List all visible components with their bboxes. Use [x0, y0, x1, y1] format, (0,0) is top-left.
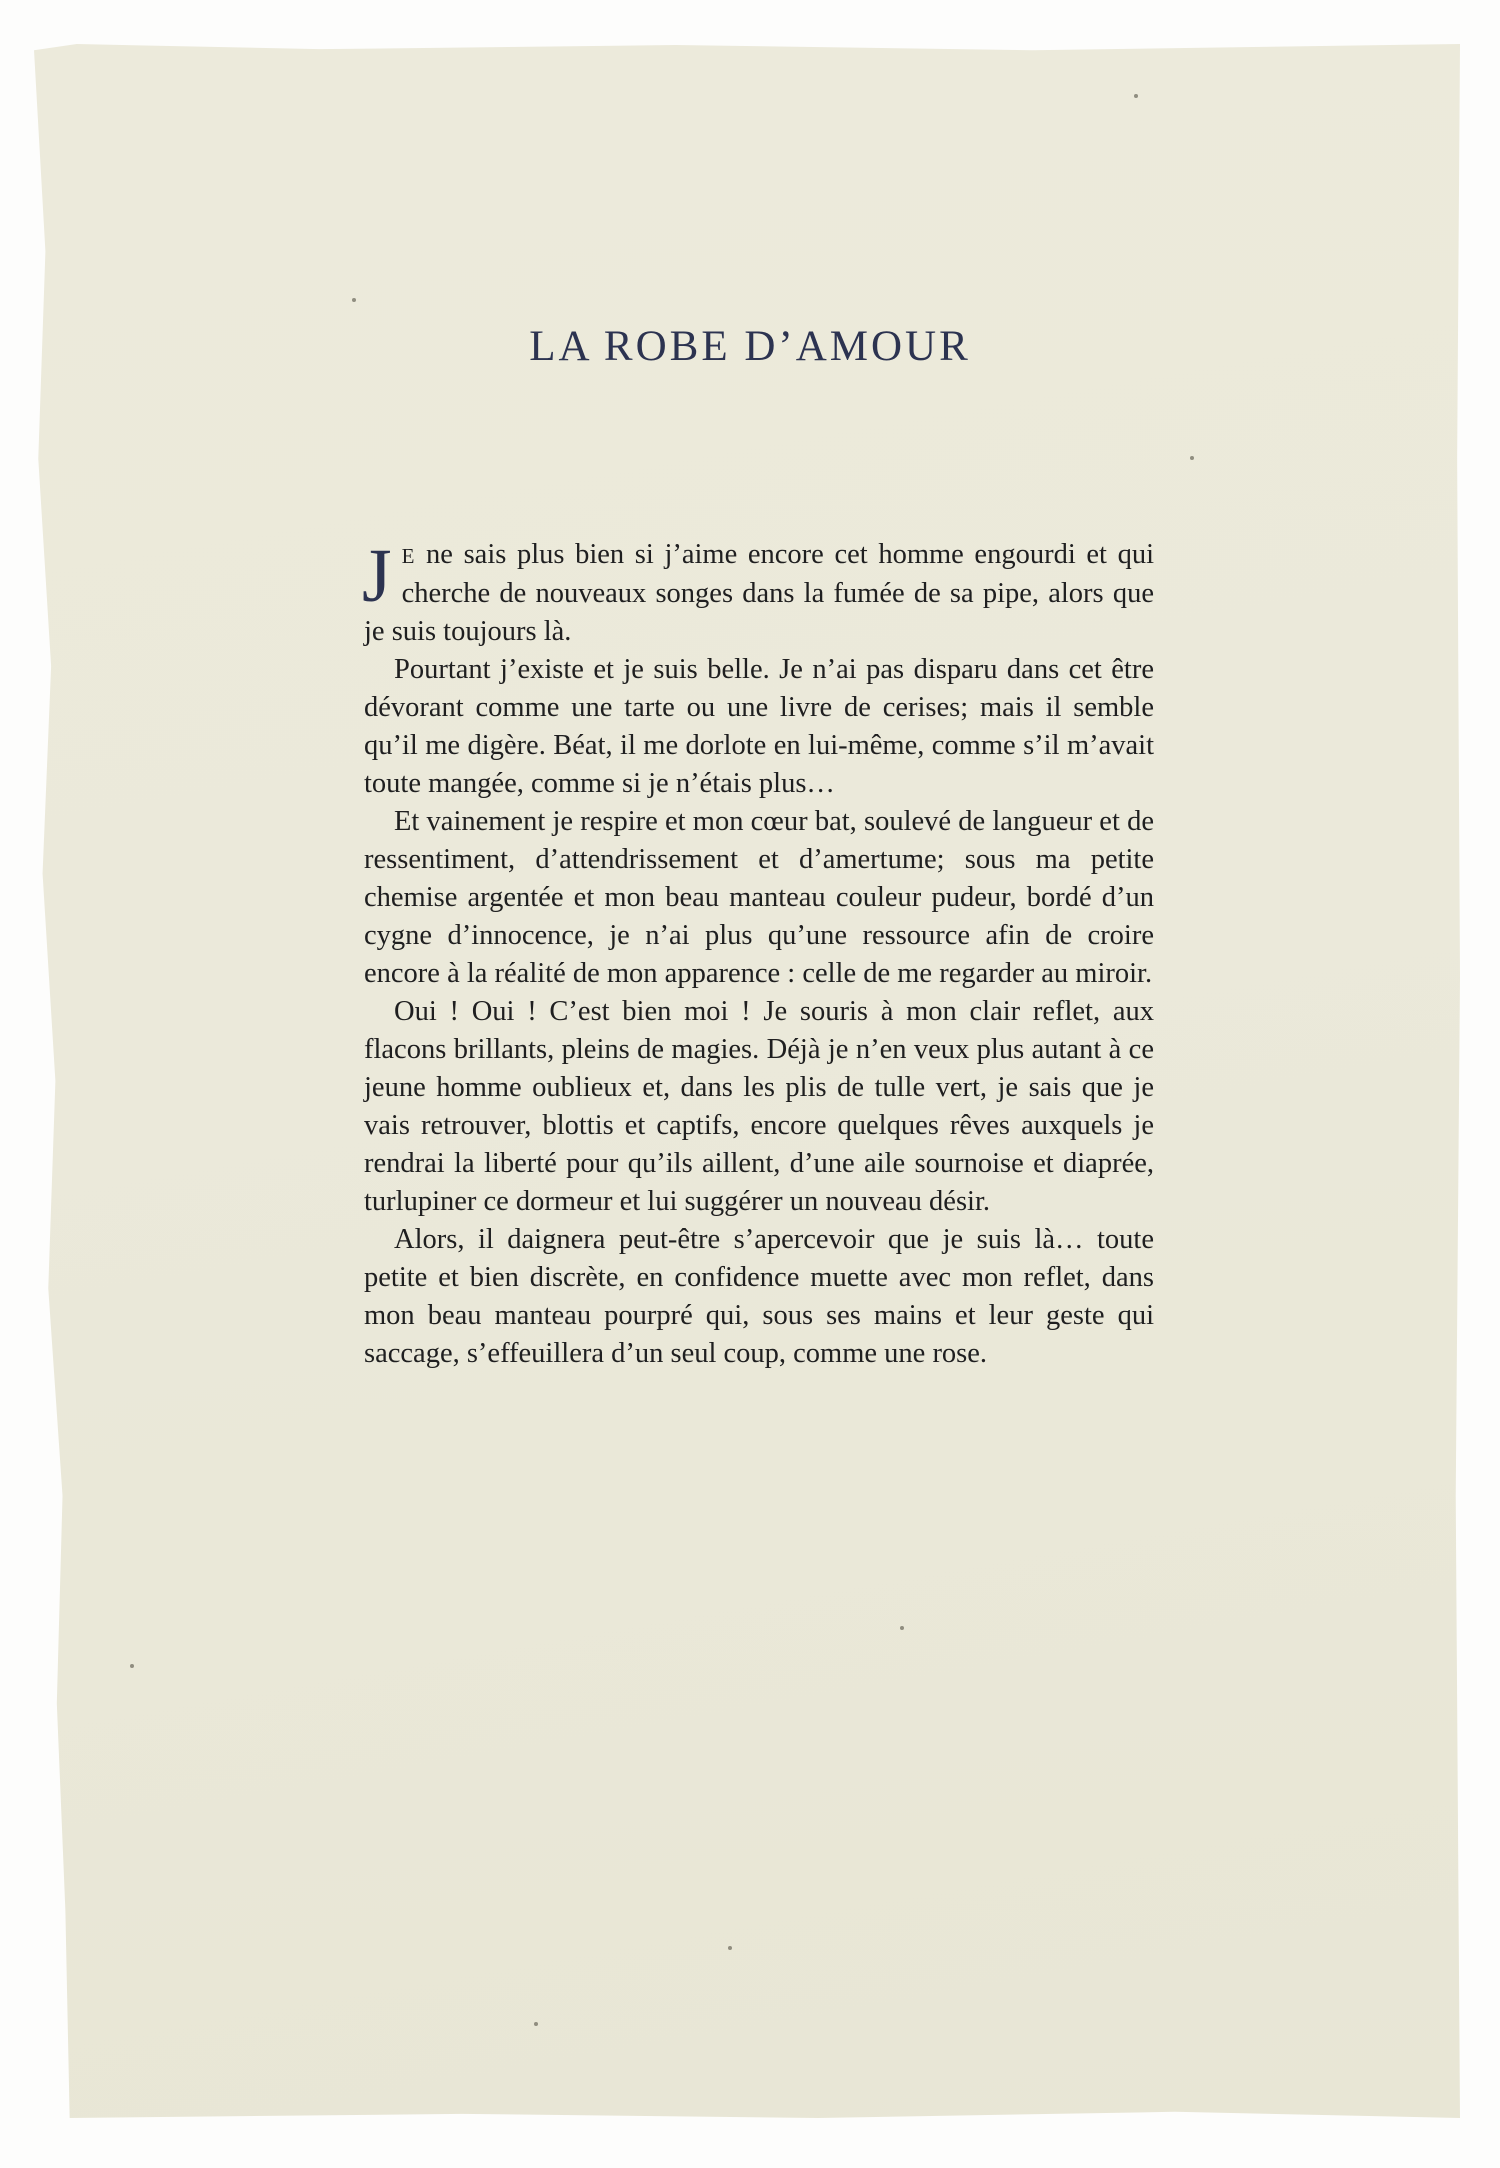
body-text: [364, 536, 1154, 1373]
paper-speck: [352, 298, 356, 302]
paper-speck: [900, 1626, 904, 1630]
paper-speck: [728, 1946, 732, 1950]
paper-speck: [534, 2022, 538, 2026]
paragraph: Pourtant j’existe et je suis belle. Je n’ai pas disparu dans cet être dévorant comme une tarte ou une livre de cerises; mais il semble qu’il me digère. Béat, il me dorlote en lui-même, comme s’il m’avait toute mangée, comme si je n’étais plus…: [364, 654, 1154, 799]
paper-speck: [1134, 94, 1138, 98]
paragraph: [364, 536, 1154, 651]
paragraph: Et vainement je respire et mon cœur bat, soulevé de langueur et de ressentiment, d’attendrissement et d’amertume; sous ma petite chemise argentée et mon beau manteau couleur pudeur, bordé d’un cygne d’innocence, je n’ai plus qu’une ressource afin de croire encore à la réalité de mon apparence : celle de me regarder au miroir.: [364, 806, 1154, 989]
paper-speck: [130, 1664, 134, 1668]
paper-speck: [1190, 456, 1194, 460]
paragraph: Oui ! Oui ! C’est bien moi ! Je souris à mon clair reflet, aux flacons brillants, pleins de magies. Déjà je n’en veux plus autant à ce jeune homme oublieux et, dans les plis de tulle vert, je sais que je vais retrouver, blottis et captifs, encore quelques rêves auxquels je rendrai la liberté pour qu’ils aillent, d’une aile sournoise et diaprée, turlupiner ce dormeur et lui suggérer un nouveau désir.: [364, 996, 1154, 1217]
lead-small-caps: E: [401, 544, 416, 568]
page-title: LA ROBE D’AMOUR: [529, 323, 971, 370]
paragraph: Alors, il daignera peut-être s’apercevoir que je suis là… toute petite et bien discrète, en confidence muette avec mon reflet, dans mon beau manteau pourpré qui, sous ses mains et leur geste qui saccage, s’effeuillera d’un seul coup, comme une rose.: [364, 1224, 1154, 1369]
paragraph-text: ne sais plus bien si j’aime encore cet homme engourdi et qui cherche de nouveaux songes dans la fumée de sa pipe, alors que je suis toujours là.: [364, 539, 1154, 647]
drop-cap: J: [362, 534, 392, 618]
